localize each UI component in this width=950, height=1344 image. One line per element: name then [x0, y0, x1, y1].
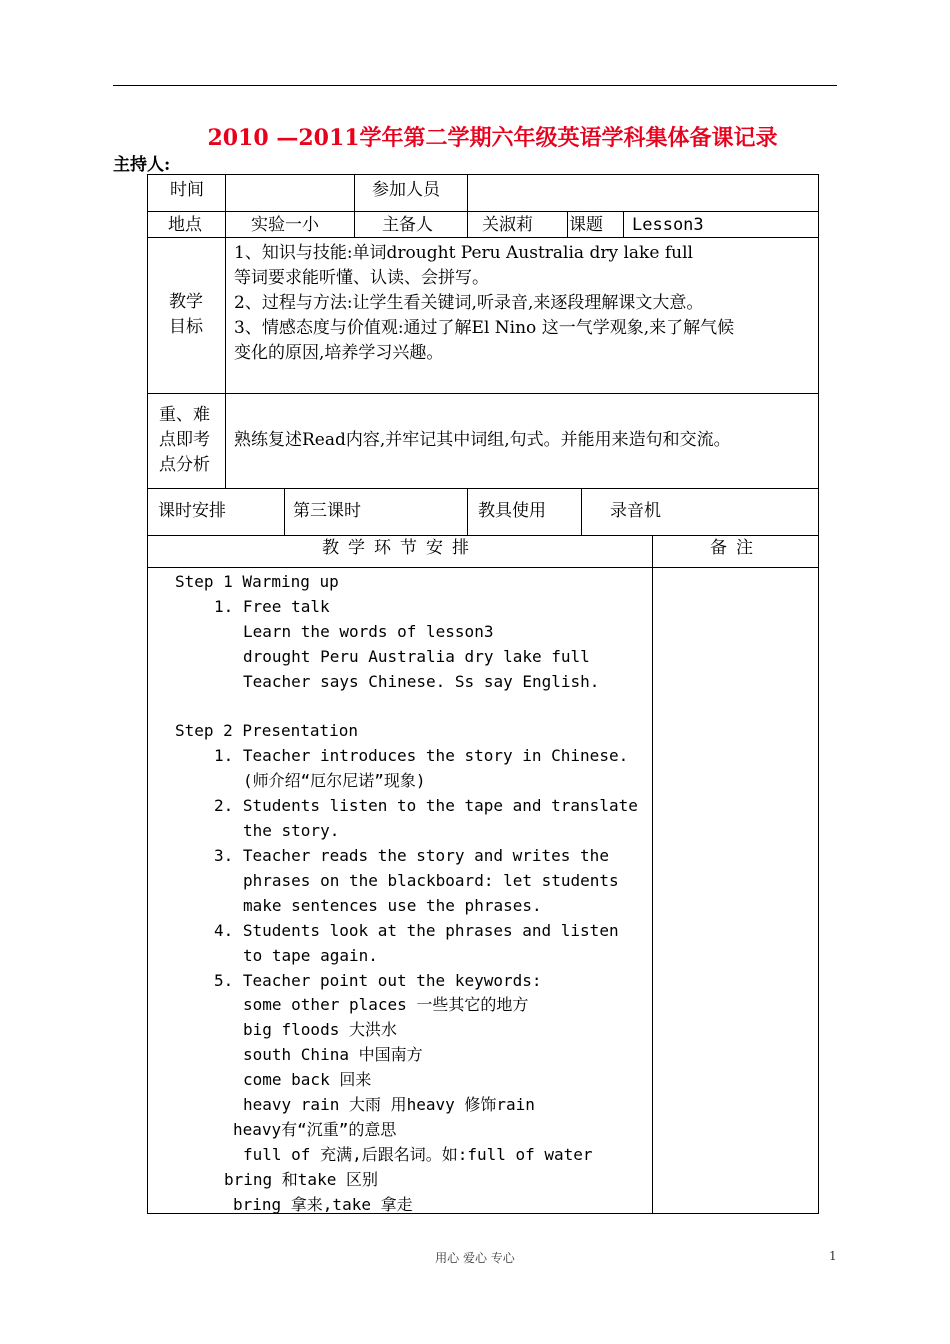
lead-label: 主备人: [382, 215, 433, 235]
step-line: Step 2 Presentation: [175, 721, 359, 740]
step-line: 1. Teacher introduces the story in Chinese.: [214, 746, 629, 765]
step-line: phrases on the blackboard: let students: [243, 871, 619, 890]
header-rule: [113, 85, 837, 86]
step-line: 1. Free talk: [214, 597, 330, 616]
topic-label: 课题: [569, 215, 603, 235]
step-line: 3. Teacher reads the story and writes the: [214, 846, 609, 865]
step-line: heavy有“沉重”的意思: [233, 1120, 397, 1139]
arrangement-header: 教学环节安排: [322, 538, 478, 558]
tools-value: 录音机: [610, 501, 661, 521]
page-number: 1: [829, 1249, 837, 1263]
place-value: 实验一小: [251, 215, 319, 235]
tools-label: 教具使用: [478, 501, 546, 521]
step-line: bring 拿来,take 拿走: [233, 1195, 413, 1214]
goals-line: 2、过程与方法:让学生看关键词,听录音,来逐段理解课文大意。: [234, 293, 704, 313]
step-line: Learn the words of lesson3: [243, 622, 494, 641]
topic-value: Lesson3: [632, 215, 704, 235]
step-line: Step 1 Warming up: [175, 572, 339, 591]
document-title: 2010 —2011学年第二学期六年级英语学科集体备课记录: [207, 125, 778, 151]
host-label: 主持人:: [113, 155, 171, 175]
footer-motto: 用心 爱心 专心: [435, 1251, 515, 1265]
step-line: (师介绍“厄尔尼诺”现象): [243, 771, 426, 790]
step-line: 5. Teacher point out the keywords:: [214, 971, 542, 990]
step-line: heavy rain 大雨 用heavy 修饰rain: [243, 1095, 535, 1114]
goals-line: 等词要求能听懂、认读、会拼写。: [234, 268, 489, 288]
goals-label-line1: 教学: [169, 292, 203, 312]
step-line: drought Peru Australia dry lake full: [243, 647, 590, 666]
step-line: full of 充满,后跟名词。如:full of water: [243, 1145, 593, 1164]
step-line: some other places 一些其它的地方: [243, 995, 529, 1014]
period-value: 第三课时: [293, 501, 361, 521]
step-line: 4. Students look at the phrases and listen: [214, 921, 619, 940]
step-line: make sentences use the phrases.: [243, 896, 542, 915]
time-label: 时间: [170, 180, 204, 200]
keypoints-label-line1: 重、难: [159, 405, 210, 425]
period-label: 课时安排: [158, 501, 226, 521]
goals-line: 1、知识与技能:单词drought Peru Australia dry lake full: [234, 243, 693, 263]
keypoints-content: 熟练复述Read内容,并牢记其中词组,句式。并能用来造句和交流。: [234, 430, 731, 450]
keypoints-label-line3: 点分析: [159, 455, 210, 475]
participants-label: 参加人员: [372, 180, 440, 200]
lesson-plan-table: [147, 174, 819, 1214]
lead-value: 关淑莉: [482, 215, 533, 235]
step-line: Teacher says Chinese. Ss say English.: [243, 672, 600, 691]
step-line: south China 中国南方: [243, 1045, 423, 1064]
step-line: 2. Students listen to the tape and translate: [214, 796, 638, 815]
place-label: 地点: [168, 215, 202, 235]
goals-content: [234, 241, 814, 366]
goals-label-line2: 目标: [169, 317, 203, 337]
notes-header: 备注: [710, 538, 762, 558]
step-line: to tape again.: [243, 946, 378, 965]
step-line: big floods 大洪水: [243, 1020, 397, 1039]
step-line: bring 和take 区别: [224, 1170, 378, 1189]
keypoints-label-line2: 点即考: [159, 430, 210, 450]
goals-line: 变化的原因,培养学习兴趣。: [234, 343, 444, 363]
step-line: the story.: [243, 821, 340, 840]
step-line: come back 回来: [243, 1070, 372, 1089]
goals-line: 3、情感态度与价值观:通过了解El Nino 这一气学观象,来了解气候: [234, 318, 735, 338]
